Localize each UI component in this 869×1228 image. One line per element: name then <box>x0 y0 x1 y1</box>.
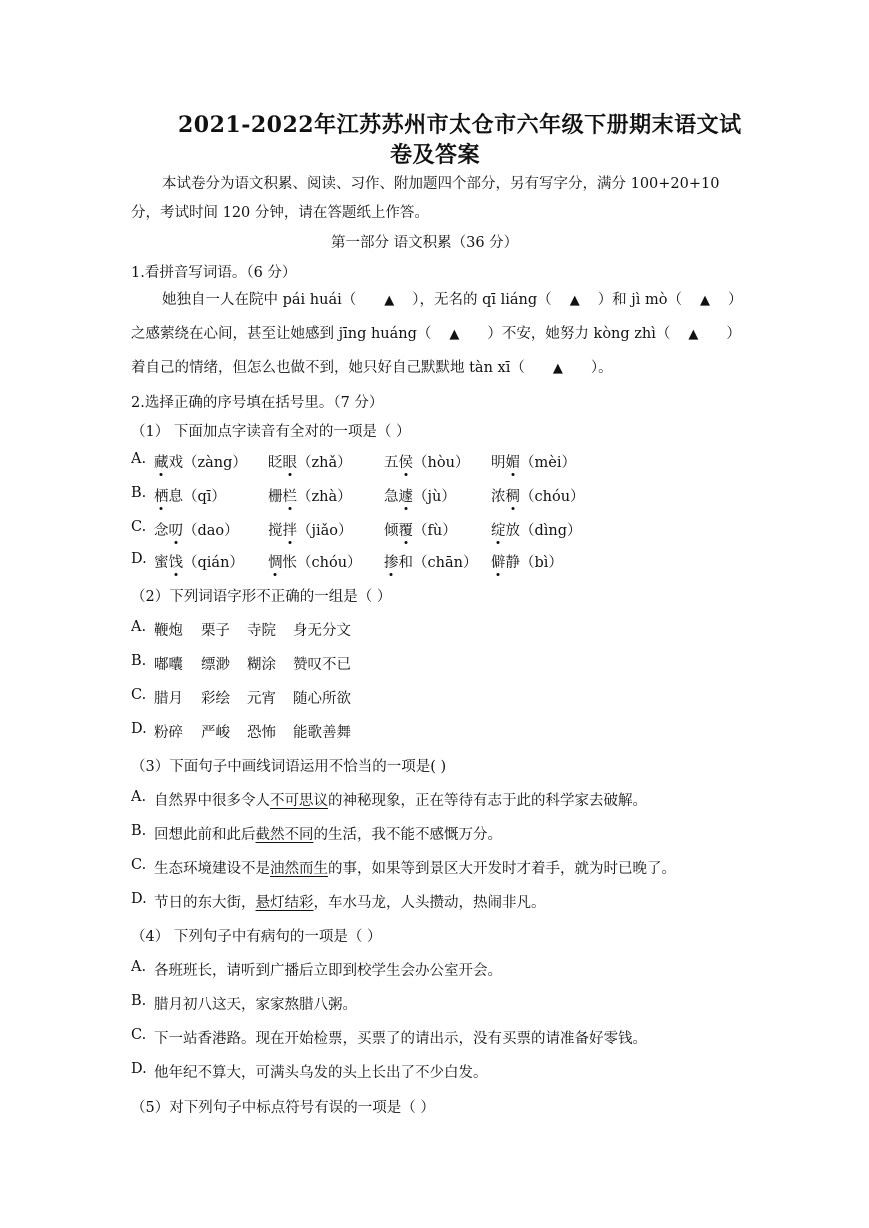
option-word: 元宵 <box>247 691 276 707</box>
sentence-pre: 回想此前和此后 <box>154 827 256 843</box>
option-label: B. <box>131 485 147 501</box>
option-word: 腊月 <box>154 691 183 707</box>
option-rest: （zhǎ） <box>297 455 352 471</box>
dotted-char: 僻 <box>491 555 506 571</box>
dotted-char: 饯 <box>168 555 183 571</box>
option-char: 明 <box>491 455 506 471</box>
option-rest: 怅（chóu） <box>282 555 362 571</box>
option-char: 搅 <box>268 523 283 539</box>
title-line-2: 卷及答案 <box>390 142 481 168</box>
q1-line1-text-d: ） <box>728 292 743 308</box>
option-label: C. <box>131 687 147 703</box>
blank-triangle: ▲ <box>569 293 580 308</box>
sentence-pre: 自然界中很多令人 <box>154 793 270 809</box>
option-char: 栅 <box>268 489 283 505</box>
q2-heading: 2.选择正确的序号填在括号里。（7 分） <box>131 395 384 411</box>
option-item <box>268 519 353 540</box>
sentence-pre: 生态环境建设不是 <box>154 861 270 877</box>
underlined-phrase: 不可思议 <box>270 793 328 809</box>
option-item <box>384 485 456 506</box>
option-item <box>384 451 469 472</box>
dotted-char: 藏 <box>154 455 169 471</box>
q1-line1-text-c: ）和 jì mò（ <box>597 292 683 308</box>
option-word: 能歌善舞 <box>293 725 351 741</box>
sentence-post: ，车水马龙，人头攒动，热闹非凡。 <box>313 895 546 911</box>
intro-line-1: 本试卷分为语文积累、阅读、习作、附加题四个部分，另有写字分，满分 100+20+10 <box>162 176 720 192</box>
option-rest: 静（bì） <box>505 555 563 571</box>
underlined-phrase: 悬灯结彩 <box>255 895 314 911</box>
option-char: 眨 <box>268 455 283 471</box>
q1-line1-text-a: 她独自一人在院中 pái huái（ <box>162 292 357 308</box>
option-rest: （hòu） <box>413 455 470 471</box>
option-rest: 和（chān） <box>398 555 478 571</box>
option-label: D. <box>131 721 147 737</box>
option-item <box>384 519 457 540</box>
option-rest: （qián） <box>183 555 244 571</box>
option-word: 缥渺 <box>201 657 230 673</box>
option-char: 念 <box>154 523 169 539</box>
option-word: 嘟囔 <box>154 657 183 673</box>
option-item <box>268 485 352 506</box>
dotted-char: 栖 <box>154 489 169 505</box>
option-sentence <box>154 857 676 878</box>
dotted-char: 惆 <box>268 555 283 571</box>
option-rest: （jù） <box>413 489 456 505</box>
q2-sub3-heading: （3）下面句子中画线词语运用不恰当的一项是( ) <box>131 759 447 775</box>
dotted-char: 稠 <box>505 489 520 505</box>
option-label: B. <box>131 823 147 839</box>
option-rest: 放（dìng） <box>505 523 582 539</box>
option-label: A. <box>131 789 147 805</box>
option-label: C. <box>131 1027 147 1043</box>
blank-triangle: ▲ <box>700 293 711 308</box>
q1-line2-text-a: 之感萦绕在心间，甚至让她感到 jīng huáng（ <box>131 326 432 342</box>
dotted-char: 覆 <box>398 523 413 539</box>
q1-line1-text-b: ），无名的 qī liáng（ <box>412 292 552 308</box>
option-rest: （dao） <box>183 523 239 539</box>
dotted-char: 叨 <box>168 523 183 539</box>
option-word: 寺院 <box>247 623 276 639</box>
option-sentence: 下一站香港路。现在开始检票，买票了的请出示，没有买票的请准备好零钱。 <box>154 1031 647 1047</box>
option-item <box>491 519 582 540</box>
option-rest: （jiǎo） <box>297 523 353 539</box>
dotted-char: 掺 <box>384 555 399 571</box>
underlined-phrase: 截然不同 <box>255 827 314 843</box>
option-label: D. <box>131 891 147 907</box>
option-item <box>154 451 247 472</box>
option-item <box>491 551 563 572</box>
option-label: B. <box>131 653 147 669</box>
dotted-char: 绽 <box>491 523 506 539</box>
option-item <box>154 519 239 540</box>
option-item <box>491 485 585 506</box>
underlined-phrase: 油然而生 <box>270 861 328 877</box>
blank-triangle: ▲ <box>449 327 460 342</box>
option-char: 倾 <box>384 523 399 539</box>
option-label: D. <box>131 551 147 567</box>
blank-triangle: ▲ <box>688 327 699 342</box>
sentence-post: 的神秘现象，正在等待有志于此的科学家去破解。 <box>328 793 647 809</box>
sentence-pre: 节日的东大街， <box>154 895 256 911</box>
sentence-post: 的事，如果等到景区大开发时才着手，就为时已晚了。 <box>328 861 676 877</box>
option-word: 严峻 <box>201 725 230 741</box>
option-rest: 息（qī） <box>168 489 226 505</box>
option-word: 身无分文 <box>293 623 351 639</box>
dotted-char: 媚 <box>505 455 520 471</box>
q1-line-1 <box>162 288 743 309</box>
option-label: A. <box>131 451 147 467</box>
part1-heading: 第一部分 语文积累（36 分） <box>331 235 519 251</box>
option-item <box>154 485 226 506</box>
title-line-1: 2021-2022年江苏苏州市太仓市六年级下册期末语文试 <box>178 112 742 138</box>
option-word: 栗子 <box>201 623 230 639</box>
option-label: A. <box>131 959 147 975</box>
q1-line3-text-b: ）。 <box>590 360 613 376</box>
option-rest: （fù） <box>413 523 457 539</box>
option-rest: （chóu） <box>520 489 585 505</box>
q1-line2-text-b: ）不安，她努力 kòng zhì（ <box>487 326 671 342</box>
option-rest: （zhà） <box>297 489 352 505</box>
q1-line-3 <box>131 356 613 377</box>
option-word: 随心所欲 <box>293 691 351 707</box>
option-sentence <box>154 891 546 912</box>
option-char: 蜜 <box>154 555 169 571</box>
dotted-char: 眼 <box>282 455 297 471</box>
q1-line2-text-c: ） <box>726 326 741 342</box>
option-word: 彩绘 <box>201 691 230 707</box>
option-word: 粉碎 <box>154 725 183 741</box>
sentence-post: 的生活，我不能不感慨万分。 <box>313 827 502 843</box>
option-label: C. <box>131 519 147 535</box>
dotted-char: 拌 <box>282 523 297 539</box>
option-item <box>268 451 352 472</box>
q2-sub5-heading: （5）对下列句子中标点符号有误的一项是（ ） <box>131 1100 435 1116</box>
option-word: 糊涂 <box>247 657 276 673</box>
option-char: 急 <box>384 489 399 505</box>
blank-triangle: ▲ <box>552 361 563 376</box>
option-rest: 戏（zàng） <box>168 455 247 471</box>
option-sentence <box>154 823 502 844</box>
blank-triangle: ▲ <box>384 293 395 308</box>
option-item <box>154 551 244 572</box>
option-rest: （mèi） <box>520 455 576 471</box>
q2-sub4-heading: （4） 下列句子中有病句的一项是（ ） <box>131 929 382 945</box>
option-sentence: 腊月初八这天，家家熬腊八粥。 <box>154 997 357 1013</box>
option-label: B. <box>131 993 147 1009</box>
intro-line-2: 分，考试时间 120 分钟，请在答题纸上作答。 <box>131 205 429 221</box>
option-sentence: 他年纪不算大，可满头乌发的头上长出了不少白发。 <box>154 1065 488 1081</box>
option-item <box>491 451 576 472</box>
option-word: 赞叹不已 <box>293 657 351 673</box>
option-sentence: 各班班长，请听到广播后立即到校学生会办公室开会。 <box>154 963 502 979</box>
dotted-char: 侯 <box>398 455 413 471</box>
q1-line3-text-a: 着自己的情绪，但怎么也做不到，她只好自己默默地 tàn xī（ <box>131 360 525 376</box>
option-word: 鞭炮 <box>154 623 183 639</box>
q1-heading: 1.看拼音写词语。（6 分） <box>131 265 297 281</box>
dotted-char: 遽 <box>398 489 413 505</box>
option-char: 浓 <box>491 489 506 505</box>
option-label: D. <box>131 1061 147 1077</box>
option-sentence <box>154 789 647 810</box>
dotted-char: 栏 <box>282 489 297 505</box>
option-label: A. <box>131 619 147 635</box>
option-label: C. <box>131 857 147 873</box>
q2-sub2-heading: （2）下列词语字形不正确的一组是（ ） <box>131 589 392 605</box>
q2-sub1-heading: （1） 下面加点字读音有全对的一项是（ ） <box>131 424 411 440</box>
option-char: 五 <box>384 455 399 471</box>
option-word: 恐怖 <box>247 725 276 741</box>
option-item <box>384 551 477 572</box>
q1-line-2 <box>131 322 741 343</box>
option-item <box>268 551 362 572</box>
